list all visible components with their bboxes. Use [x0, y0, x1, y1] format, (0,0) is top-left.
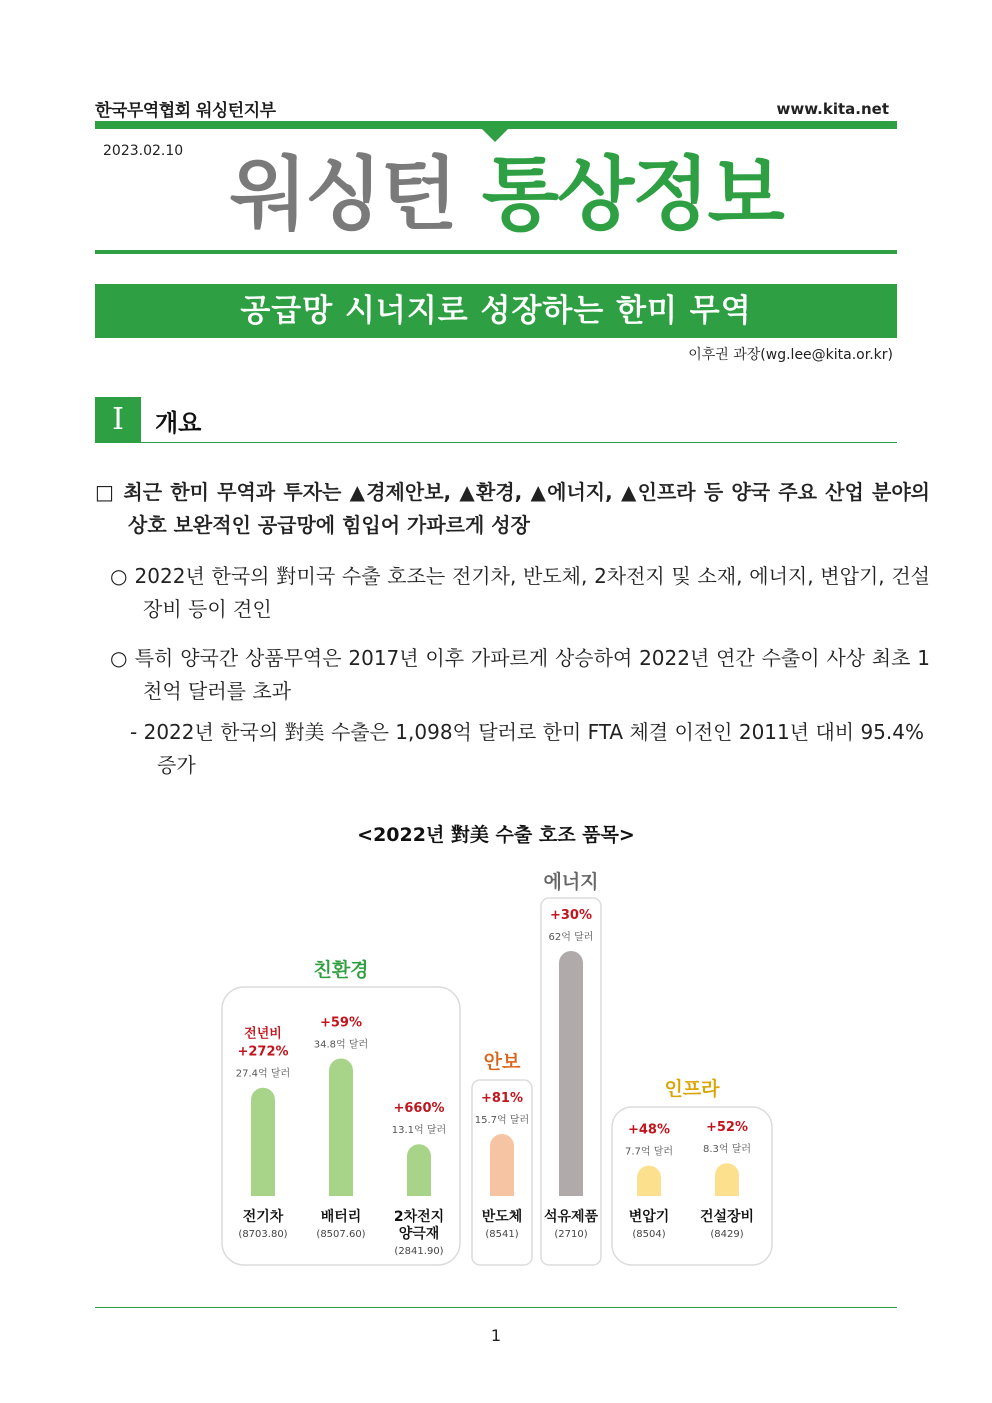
bar-base	[715, 1184, 739, 1196]
category-label: 전기차	[242, 1209, 284, 1225]
hs-code-label: (8429)	[710, 1229, 744, 1240]
category-label: 반도체	[481, 1209, 523, 1225]
hs-code-label: (2841.90)	[394, 1246, 444, 1257]
group-title: 안보	[483, 1051, 521, 1073]
org-name: 한국무역협회 워싱턴지부	[95, 101, 276, 121]
top-rule	[95, 121, 897, 129]
value-label: 8.3억 달러	[702, 1144, 752, 1156]
footer-rule	[95, 1307, 897, 1308]
bar-base	[251, 1184, 275, 1196]
growth-label: +59%	[319, 1015, 363, 1031]
growth-prefix-label: 전년비	[244, 1026, 282, 1042]
section-title: 개요	[155, 409, 202, 437]
hs-code-label: (2710)	[554, 1229, 588, 1240]
paragraph-main: □ 최근 한미 무역과 투자는 ▲경제안보, ▲환경, ▲에너지, ▲인프라 등 양국 주요 산업 분야의 상호 보완적인 공급망에 힘입어 가파르게 성장	[95, 480, 930, 537]
section-rule	[141, 442, 897, 443]
bar	[329, 1058, 353, 1196]
export-chart	[0, 860, 992, 1280]
category-label: 배터리	[320, 1209, 362, 1225]
masthead-green: 통상정보	[481, 148, 783, 241]
value-label: 15.7억 달러	[474, 1114, 530, 1126]
page-number: 1	[490, 1326, 502, 1345]
bar-base	[407, 1184, 431, 1196]
masthead-gray: 워싱턴	[230, 148, 456, 241]
value-label: 62억 달러	[548, 932, 594, 943]
hs-code-label: (8541)	[485, 1229, 519, 1240]
group-title: 인프라	[664, 1078, 720, 1100]
category-label: 2차전지	[393, 1209, 445, 1225]
group-title: 에너지	[543, 871, 599, 893]
category-label: 석유제품	[543, 1209, 599, 1225]
bar	[559, 951, 583, 1196]
bar-base	[490, 1184, 514, 1196]
author: 이후권 과장(wg.lee@kita.or.kr)	[688, 347, 893, 363]
growth-label: +81%	[480, 1090, 524, 1106]
bar-base	[559, 1184, 583, 1196]
masthead-rule	[95, 250, 897, 254]
category-label: 변압기	[628, 1209, 670, 1225]
growth-label: +272%	[237, 1044, 289, 1060]
value-label: 27.4억 달러	[235, 1068, 291, 1080]
bar-base	[329, 1184, 353, 1196]
bar	[251, 1088, 275, 1196]
site-url[interactable]: www.kita.net	[776, 100, 889, 118]
paragraph-bullet-1: ○ 2022년 한국의 對미국 수출 호조는 전기차, 반도체, 2차전지 및 소재, 에너지, 변압기, 건설장비 등이 견인	[110, 564, 930, 621]
value-label: 7.7억 달러	[624, 1146, 674, 1158]
value-label: 13.1억 달러	[391, 1125, 447, 1137]
page-title: 공급망 시너지로 성장하는 한미 무역	[95, 284, 897, 338]
paragraph-bullet-2: ○ 특히 양국간 상품무역은 2017년 이후 가파르게 상승하여 2022년 연간 수출이 사상 최초 1천억 달러를 초과	[110, 646, 930, 703]
category-label-line2: 양극재	[398, 1226, 440, 1242]
paragraph-sub-bullet: - 2022년 한국의 對美 수출은 1,098억 달러로 한미 FTA 체결 이전인 2011년 대비 95.4% 증가	[130, 720, 924, 777]
bar-base	[637, 1184, 661, 1196]
masthead	[230, 140, 790, 250]
hs-code-label: (8504)	[632, 1229, 666, 1240]
growth-label: +30%	[549, 908, 593, 923]
growth-label: +48%	[627, 1122, 671, 1138]
hs-code-label: (8507.60)	[316, 1229, 366, 1240]
growth-label: +660%	[393, 1101, 445, 1117]
group-title: 친환경	[313, 959, 369, 981]
category-label: 건설장비	[699, 1209, 755, 1225]
growth-label: +52%	[705, 1120, 749, 1136]
chart-title: <2022년 對美 수출 호조 품목>	[357, 824, 635, 846]
hs-code-label: (8703.80)	[238, 1229, 288, 1240]
issue-date: 2023.02.10	[103, 143, 184, 159]
value-label: 34.8억 달러	[313, 1039, 369, 1051]
section-number: I	[95, 397, 141, 443]
